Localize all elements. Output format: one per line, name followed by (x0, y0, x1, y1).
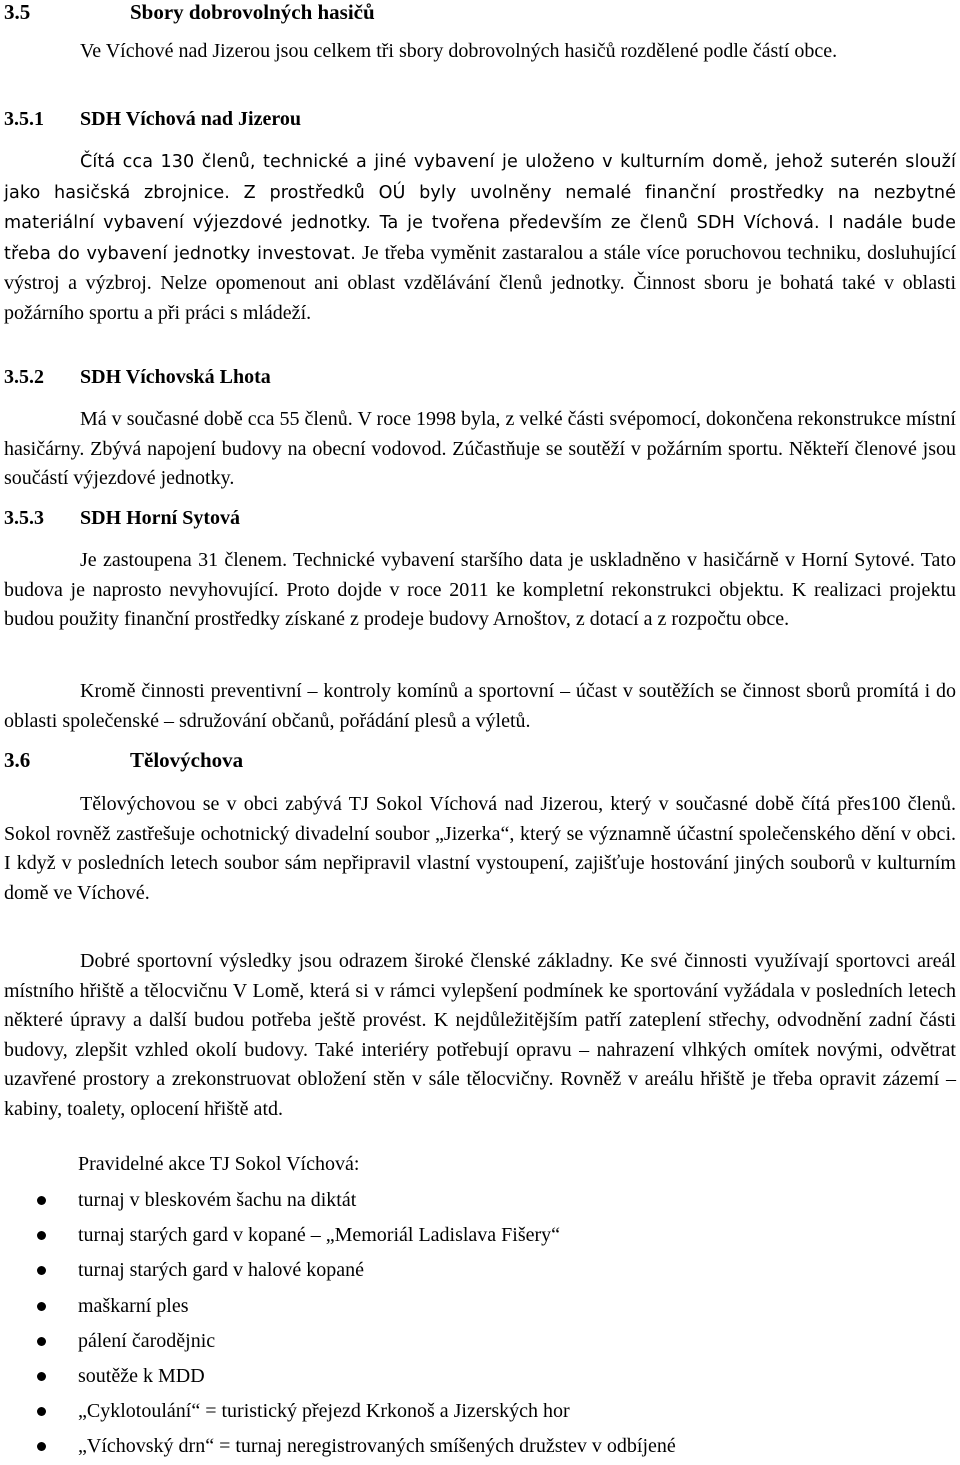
section-title: Tělovýchova (130, 748, 244, 772)
paragraph-sokol: Tělovýchovou se v obci zabývá TJ Sokol Víchová nad Jizerou, který v současné době čítá přes100 členů. Sokol rovněž zastřešuje ochotnický divadelní soubor „Jizerka“, který se významně účastní společenského dění v obci. I když v posledních letech soubor sám nepřipravil vlastní vystoupení, zajišťuje hostování jiných souborů v kulturním domě ve Víchové. (4, 793, 956, 904)
section-heading-3-6 (4, 748, 243, 773)
section-heading-3-5-2 (4, 366, 271, 389)
list-item: turnaj starých gard v halové kopané (0, 1253, 676, 1288)
section-number: 3.5 (4, 0, 31, 24)
list-item: maškarní ples (0, 1289, 676, 1324)
bullet-icon (37, 1407, 46, 1416)
list-item: turnaj v bleskovém šachu na diktát (0, 1183, 676, 1218)
section-title: SDH Horní Sytová (80, 507, 241, 529)
paragraph-intro: Ve Víchové nad Jizerou jsou celkem tři sbory dobrovolných hasičů rozdělené podle částí obce. (80, 40, 838, 62)
paragraph-sport-results: Dobré sportovní výsledky jsou odrazem široké členské základny. Ke své činnosti využívají sportovci areál místního hřiště a tělocvičnu V Lomě, která si v rámci vylepšení podmínek ke sportování vyžádala v posledních letech některé úpravy a další budou potřeba ještě provést. K nejdůležitějším patří zateplení střechy, odvodnění zadní části budovy, zlepšit vzhled okolí budovy. Také interiéry potřebují opravu – nahrazení vlhkých omítek novými, odvětrat uzavřené prostory a zrekonstruovat obložení stěn v sále tělocvičny. Rovněž v areálu hřiště je třeba opravit zázemí – kabiny, toalety, oplocení hřiště atd. (4, 950, 956, 1120)
section-title: Sbory dobrovolných hasičů (130, 0, 375, 24)
text-run: Z prostředků OÚ byly uvolněny nemalé finanční prostředky na nezbytné materiální vybavení výjezdové jednotky. Ta je tvořena především ze členů SDH Víchová. I nadále bude třeba do vybavení jednotky investovat. (4, 182, 956, 264)
section-title: SDH Víchová nad Jizerou (80, 108, 301, 130)
bullet-icon (37, 1442, 46, 1451)
list-item: „Cyklotoulání“ = turistický přejezd Krkonoš a Jizerských hor (0, 1394, 676, 1429)
section-heading-3-5-3 (4, 507, 240, 530)
text-run: Je třeba vyměnit zastaralou a stále více poruchovou techniku, dosluhující výstroj a výzbroj. Nelze opomenout ani oblast vzdělávání členů jednotky. Činnost sboru je bohatá také v oblasti požárního sportu a při práci s mládeží. (4, 241, 956, 324)
section-heading-3-5 (4, 0, 375, 25)
list-item: pálení čarodějnic (0, 1324, 676, 1359)
paragraph-sdh-sytova: Je zastoupena 31 členem. Technické vybavení staršího data je uskladněno v hasičárně v Horní Sytové. Tato budova je naprosto nevyhovující. Proto dojde v roce 2011 ke kompletní rekonstrukci objektu. K realizaci projektu budou použity finanční prostředky získané z prodeje budovy Arnoštov, z dotací a z rozpočtu obce. (4, 549, 956, 630)
bullet-icon (37, 1196, 46, 1205)
section-heading-3-5-1 (4, 108, 301, 131)
section-number: 3.5.2 (4, 366, 44, 388)
list-item: „Víchovský drn“ = turnaj neregistrovaných smíšených družstev v odbíjené (0, 1429, 676, 1464)
bullet-icon (37, 1337, 46, 1346)
list-item: turnaj starých gard v kopané – „Memoriál Ladislava Fišery“ (0, 1218, 676, 1253)
section-number: 3.5.1 (4, 108, 44, 130)
section-number: 3.5.3 (4, 507, 44, 529)
section-number: 3.6 (4, 748, 31, 772)
section-title: SDH Víchovská Lhota (80, 366, 271, 388)
paragraph-sdh-vichova (4, 147, 956, 328)
events-list (0, 1183, 676, 1465)
bullet-icon (37, 1231, 46, 1240)
paragraph-sdh-lhota: Má v současné době cca 55 členů. V roce 1998 byla, z velké části svépomocí, dokončena rekonstrukce místní hasičárny. Zbývá napojení budovy na obecní vodovod. Zúčastňuje se soutěží v požárním sportu. Někteří členové jsou součástí výjezdové jednotky. (4, 408, 956, 489)
list-intro: Pravidelné akce TJ Sokol Víchová: (78, 1153, 360, 1175)
paragraph-activities: Kromě činnosti preventivní – kontroly komínů a sportovní – účast v soutěžích se činnost sborů promítá i do oblasti společenské – sdružování občanů, pořádání plesů a výletů. (4, 680, 956, 732)
list-item: soutěže k MDD (0, 1359, 676, 1394)
bullet-icon (37, 1302, 46, 1311)
bullet-icon (37, 1372, 46, 1381)
text-run: Čítá cca 130 členů, technické a jiné vybavení je uloženo v kulturním domě, jehož suterén slouží jako hasičská zbrojnice. (4, 152, 956, 203)
bullet-icon (37, 1266, 46, 1275)
